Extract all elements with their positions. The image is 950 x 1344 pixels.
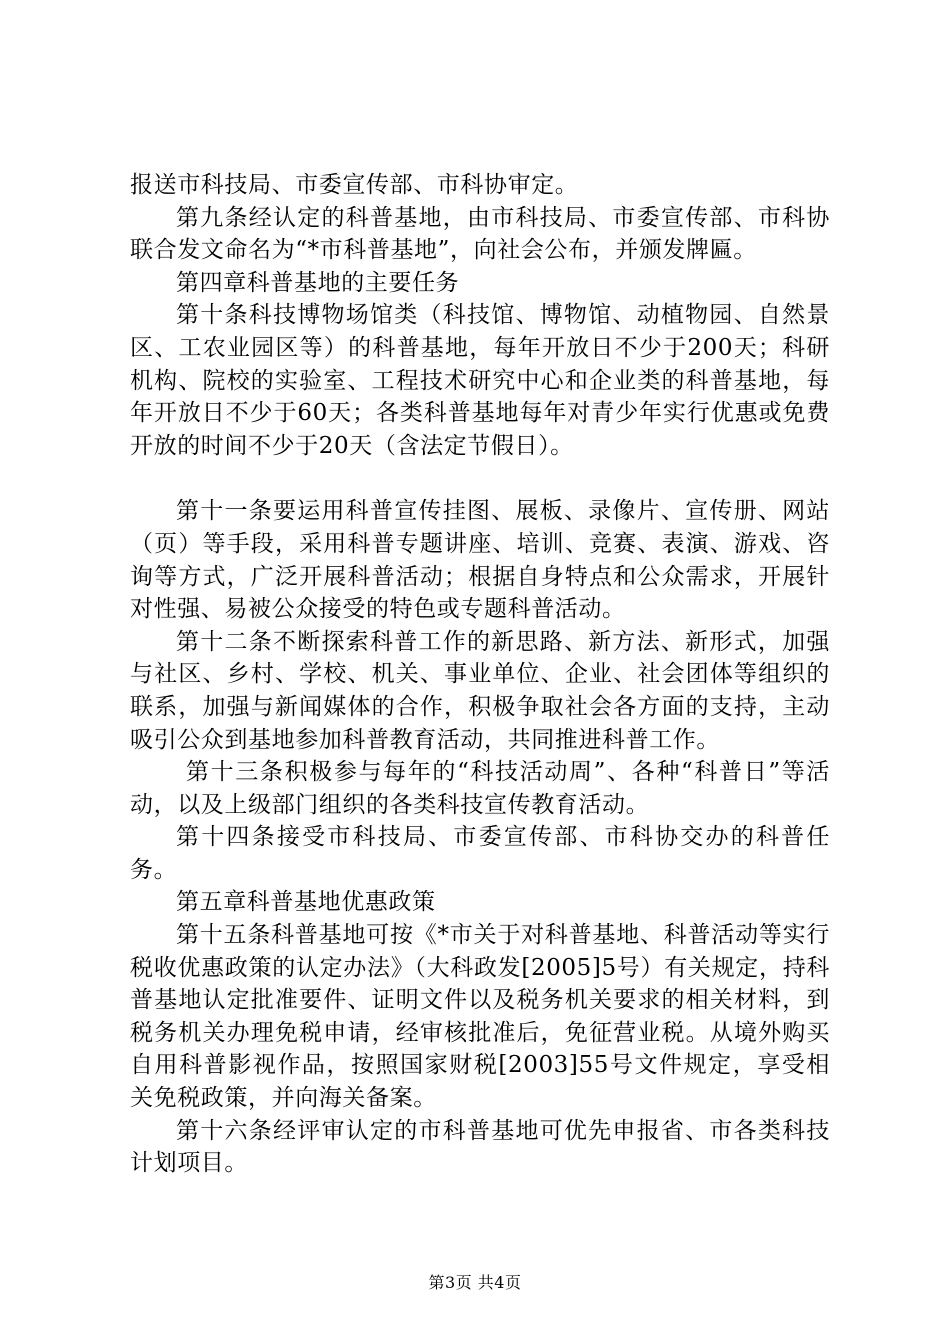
paragraph-article-14: 第十四条接受市科技局、市委宣传部、市科协交办的科普任务。	[130, 824, 830, 883]
paragraph-article-15: 第十五条科普基地可按《*市关于对科普基地、科普活动等实行税收优惠政策的认定办法》（大科政发[2005]5号）有关规定，持科普基地认定批准要件、证明文件以及税务机关要求的相关材料，到税务机关办理免税申请，经审核批准后，免征营业税。从境外购买自用科普影视作品，按照国家财税[2003]55号文件规定，享受相关免税政策，并向海关备案。	[130, 922, 830, 1112]
paragraph-article-13: 第十三条积极参与每年的“科技活动周”、各种“科普日”等活动，以及上级部门组织的各类科技宣传教育活动。	[130, 759, 830, 818]
document-body	[130, 169, 830, 1180]
paragraph-article-9: 第九条经认定的科普基地，由市科技局、市委宣传部、市科协联合发文命名为“*市科普基地”，向社会公布，并颁发牌匾。	[130, 204, 830, 264]
paragraph-continuation: 报送市科技局、市委宣传部、市科协审定。	[130, 172, 579, 198]
chapter-heading-4: 第四章科普基地的主要任务	[176, 269, 460, 296]
paragraph-article-11: 第十一条要运用科普宣传挂图、展板、录像片、宣传册、网站（页）等手段，采用科普专题讲座、培训、竞赛、表演、游戏、咨询等方式，广泛开展科普活动；根据自身特点和公众需求，开展针对性强、易被公众接受的特色或专题科普活动。	[130, 498, 830, 623]
paragraph-article-12: 第十二条不断探索科普工作的新思路、新方法、新形式，加强与社区、乡村、学校、机关、事业单位、企业、社会团体等组织的联系，加强与新闻媒体的合作，积极争取社会各方面的支持，主动吸引公众到基地参加科普教育活动，共同推进科普工作。	[130, 628, 830, 753]
paragraph-article-10: 第十条科技博物场馆类（科技馆、博物馆、动植物园、自然景区、工农业园区等）的科普基地，每年开放日不少于200天；科研机构、院校的实验室、工程技术研究中心和企业类的科普基地，每年开放日不少于60天；各类科普基地每年对青少年实行优惠或免费开放的时间不少于20天（含法定节假日）。	[130, 302, 830, 459]
paragraph-article-16: 第十六条经评审认定的市科普基地可优先申报省、市各类科技计划项目。	[130, 1117, 830, 1177]
chapter-heading-5: 第五章科普基地优惠政策	[176, 889, 436, 916]
page-number-footer: 第3页 共4页	[428, 1273, 522, 1292]
